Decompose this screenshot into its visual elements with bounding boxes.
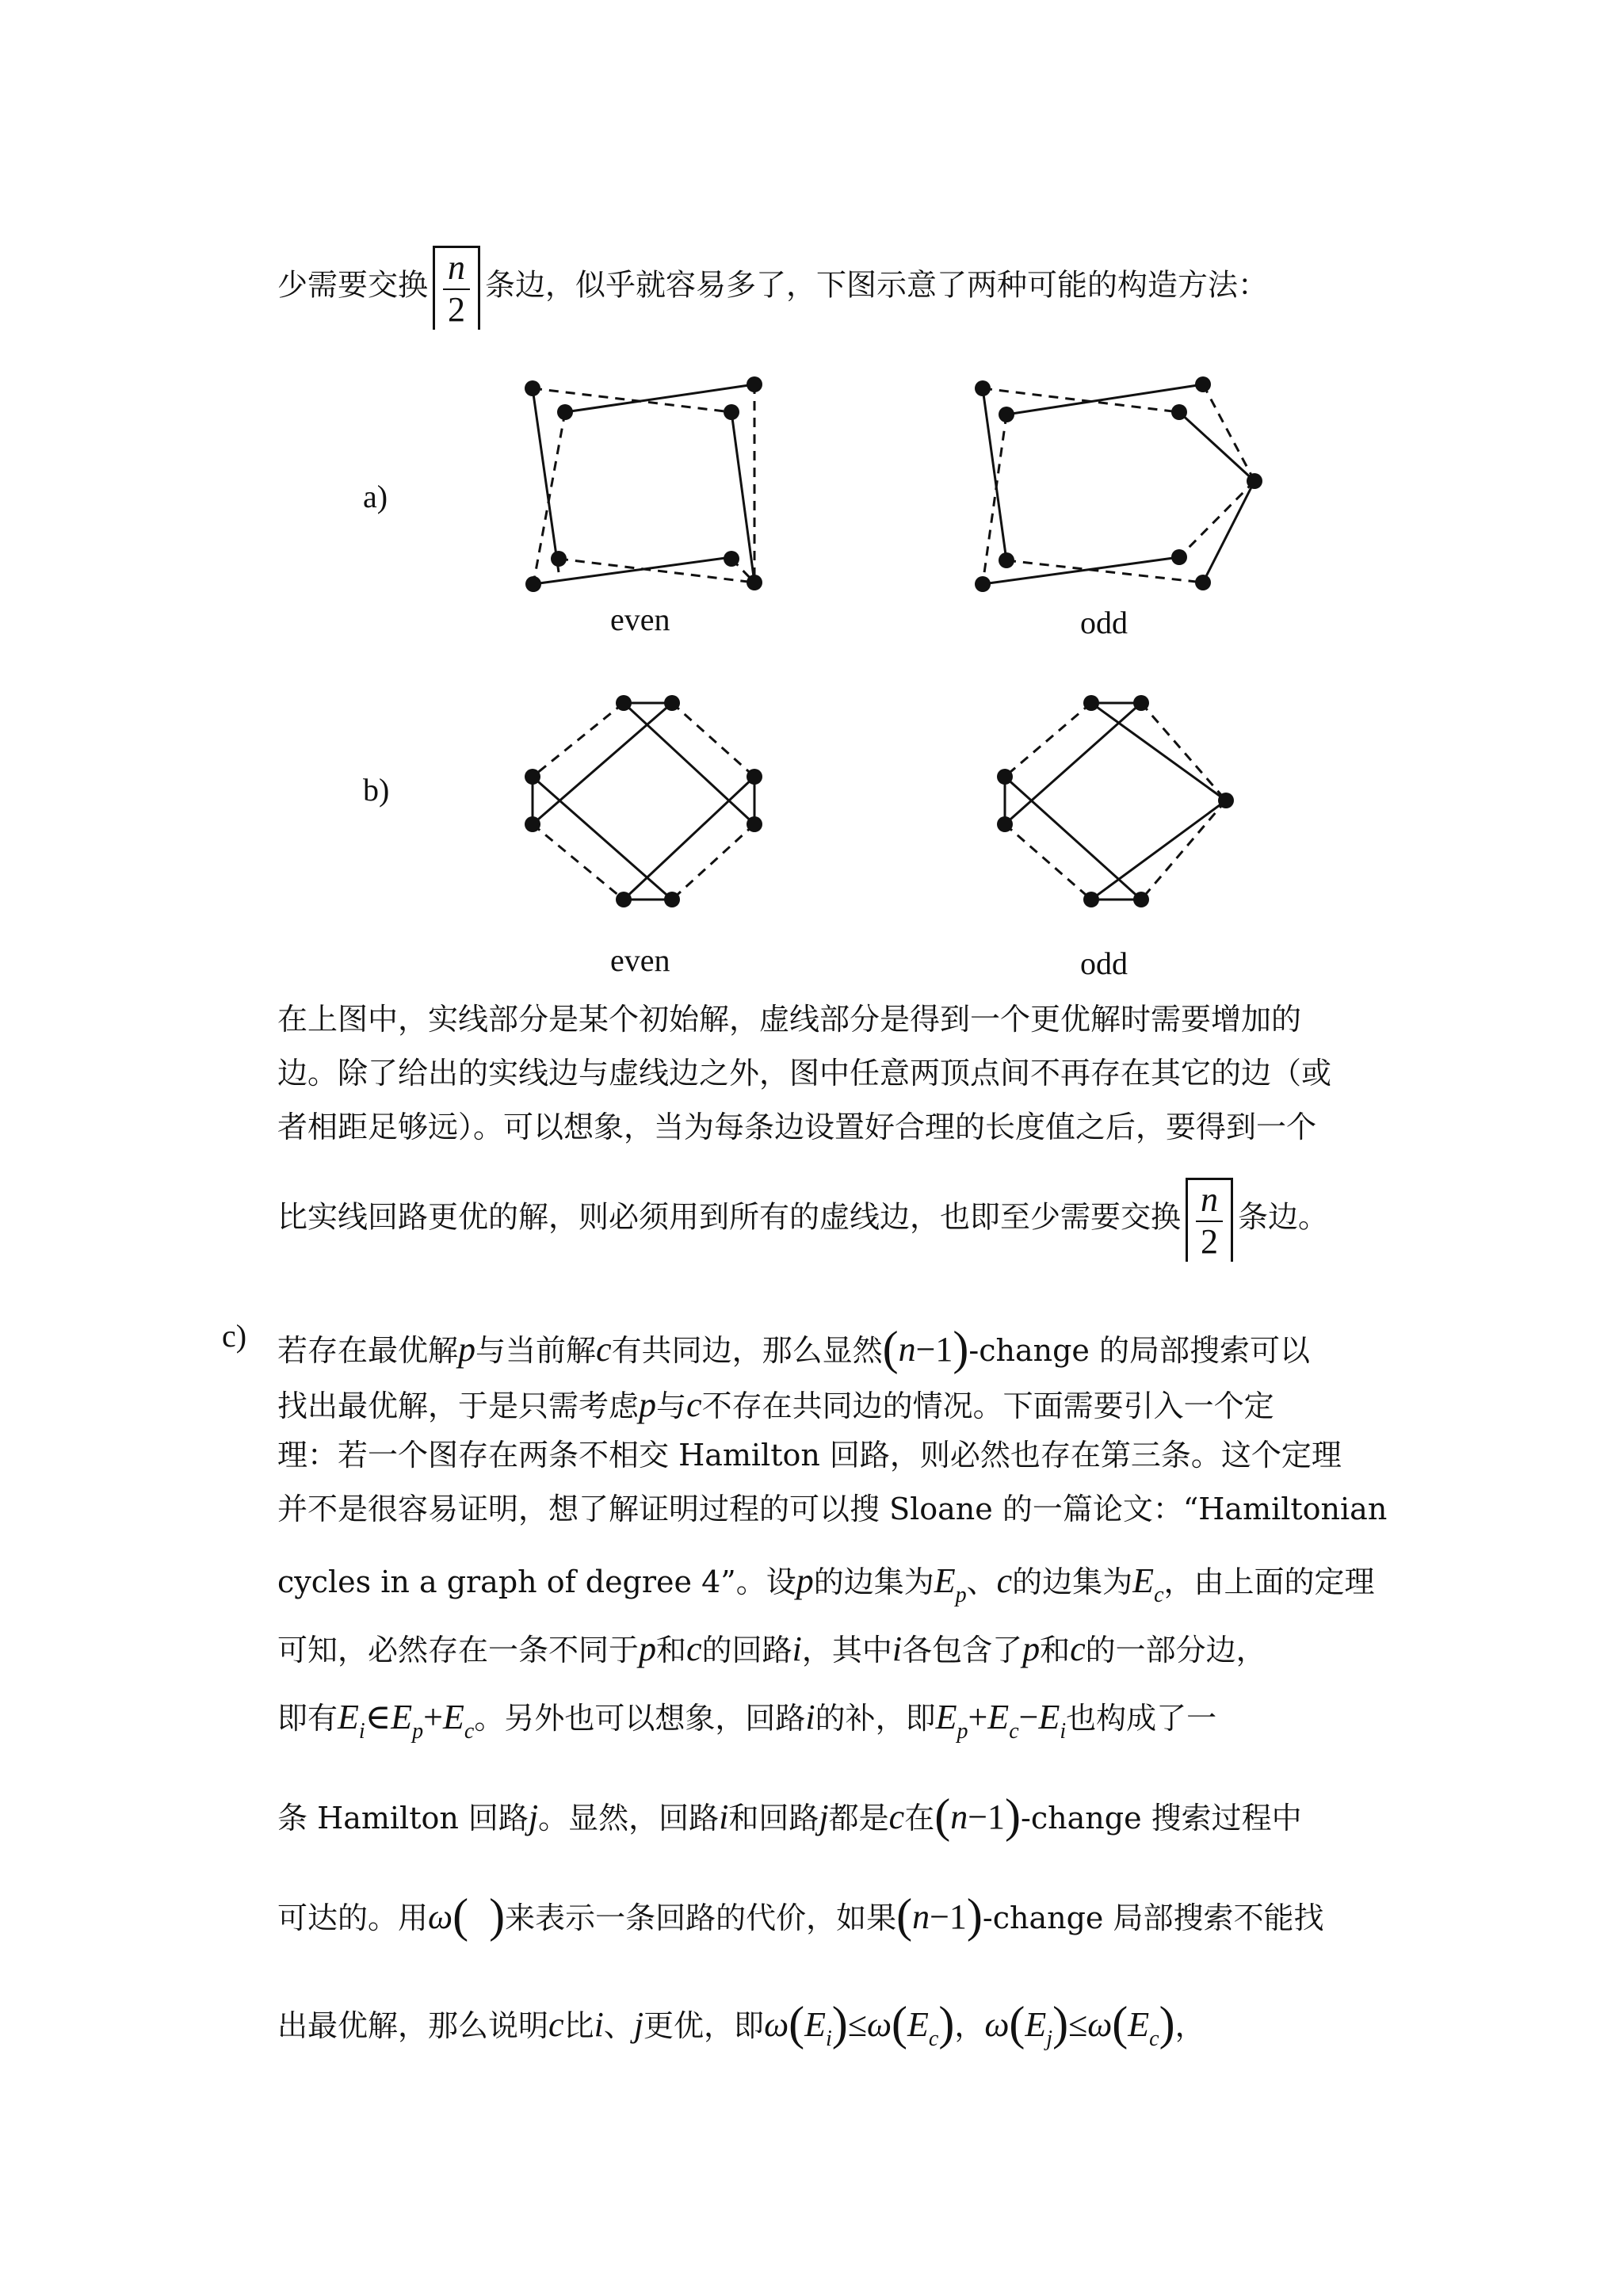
- row-b-label: b): [363, 772, 390, 808]
- edge-solid: [1203, 481, 1254, 583]
- row-b-right-caption: odd: [1080, 946, 1128, 981]
- rparen: ): [489, 1889, 506, 1942]
- symbol-j: j: [819, 1797, 829, 1836]
- lparen: (: [934, 1790, 951, 1842]
- c-text: 可达的。用: [277, 1901, 429, 1935]
- fraction-denominator: 2: [448, 289, 466, 329]
- vertex: [525, 576, 541, 592]
- vertex: [616, 892, 632, 907]
- fraction-numerator: n: [443, 248, 470, 290]
- c-line-3: 理：若一个图存在两条不相交 Hamilton 回路，则必然也存在第三条。这个定理: [277, 1438, 1342, 1473]
- c-text: -change 的局部搜索可以: [968, 1333, 1310, 1368]
- row-b-left-caption: even: [610, 942, 670, 978]
- fraction-numerator: n: [1196, 1180, 1223, 1222]
- vertex: [999, 407, 1014, 422]
- symbol-E: E: [987, 1698, 1010, 1736]
- vertex: [1083, 892, 1099, 907]
- vertex: [747, 816, 762, 832]
- lparen: (: [453, 1889, 469, 1942]
- symbol-p: p: [639, 1385, 657, 1424]
- edge-solid: [1005, 703, 1141, 824]
- explain-line-3: 者相距足够远）。可以想象，当为每条边设置好合理的长度值之后，要得到一个: [277, 1110, 1317, 1144]
- c-line-4: 并不是很容易证明，想了解证明过程的可以搜 Sloane 的一篇论文：“Hamiltonian: [277, 1492, 1388, 1526]
- c-text: 。另外也可以想象，回路: [474, 1701, 806, 1736]
- edge-dashed: [672, 824, 754, 900]
- symbol-E: E: [1038, 1698, 1060, 1736]
- symbol-E: E: [1128, 2005, 1150, 2044]
- symbol-n: n: [912, 1897, 930, 1936]
- symbol-c: c: [686, 1385, 702, 1424]
- symbol-c: c: [548, 2005, 564, 2044]
- figure-a-odd: [983, 384, 1254, 584]
- plus: +: [968, 1698, 988, 1736]
- c-text: 即有: [277, 1701, 338, 1736]
- lparen: (: [896, 1889, 913, 1942]
- edge-solid: [624, 777, 754, 900]
- edge-solid: [1005, 777, 1141, 900]
- vertex: [551, 551, 567, 567]
- rparen: ): [1052, 1997, 1069, 2050]
- symbol-p: p: [1022, 1629, 1041, 1668]
- c-text: 的回路: [701, 1633, 792, 1668]
- edge-dashed: [533, 824, 624, 900]
- hamilton-construction-figure: [0, 0, 1623, 999]
- c-text: ，其中: [801, 1633, 892, 1668]
- c-text: 都是: [828, 1801, 889, 1836]
- symbol-omega: ω: [764, 2005, 789, 2044]
- symbol-E: E: [907, 2005, 929, 2044]
- vertex: [616, 695, 632, 711]
- edge-dashed: [1179, 481, 1254, 557]
- symbol-n: n: [898, 1330, 916, 1369]
- symbol-c: c: [996, 1561, 1013, 1600]
- c-text: 比: [563, 2008, 594, 2043]
- intro-text-after: 条边，似乎就容易多了，下图示意了两种可能的构造方法：: [485, 267, 1269, 303]
- figure-b-even: [533, 703, 754, 900]
- vertex: [999, 552, 1014, 568]
- vertex: [1218, 793, 1234, 808]
- edge-solid: [1091, 800, 1226, 900]
- rparen: ): [831, 1997, 848, 2050]
- intro-text-before: 少需要交换: [277, 267, 429, 303]
- c-text: 可知，必然存在一条不同于: [277, 1633, 640, 1668]
- sub-c: c: [1149, 2027, 1159, 2051]
- sub-i: i: [1060, 1719, 1067, 1744]
- vertex: [664, 892, 680, 907]
- symbol-omega: ω: [984, 2005, 1010, 2044]
- vertex: [1133, 695, 1149, 711]
- sub-c: c: [1009, 1719, 1019, 1744]
- vertex: [1171, 404, 1187, 420]
- sub-p: p: [412, 1719, 424, 1744]
- vertex: [1133, 892, 1149, 907]
- vertex: [557, 404, 573, 420]
- symbol-E: E: [391, 1698, 413, 1736]
- c-line-6: [277, 1626, 1266, 1671]
- edge-solid: [533, 388, 559, 572]
- symbol-i: i: [892, 1629, 903, 1668]
- edge-solid: [624, 703, 754, 824]
- fraction-denominator: 2: [1201, 1221, 1219, 1261]
- minus-one: −1: [915, 1330, 953, 1369]
- less-equal: ≤: [1068, 2005, 1088, 2044]
- symbol-E: E: [442, 1698, 464, 1736]
- vertex: [1171, 549, 1187, 565]
- c-text: 的边集为: [1012, 1564, 1133, 1599]
- symbol-c: c: [888, 1797, 905, 1836]
- c-text: 的边集为: [813, 1564, 934, 1599]
- symbol-omega: ω: [428, 1897, 453, 1936]
- sub-i: i: [358, 1719, 365, 1744]
- symbol-i: i: [792, 1629, 802, 1668]
- c-text: cycles in a graph of degree 4”。设: [277, 1564, 796, 1599]
- symbol-c: c: [686, 1629, 702, 1668]
- lparen: (: [892, 1997, 907, 2050]
- c-text: 和回路: [728, 1801, 819, 1836]
- sub-p: p: [957, 1719, 968, 1744]
- figure-a-odd-vertices: [975, 376, 1262, 592]
- explain-line-4: [277, 1178, 1328, 1262]
- c-text: 在: [904, 1801, 935, 1836]
- c-text: 条 Hamilton 回路: [277, 1801, 529, 1836]
- c-line-9: [277, 1881, 1324, 1943]
- c-text: 有共同边，那么显然: [611, 1333, 883, 1368]
- lparen: (: [1009, 1997, 1025, 2050]
- c-text: 与: [656, 1389, 687, 1423]
- edge-dashed: [672, 703, 754, 777]
- sub-p: p: [955, 1583, 967, 1607]
- symbol-c: c: [1070, 1629, 1086, 1668]
- vertex: [724, 404, 739, 420]
- lparen: (: [1112, 1997, 1128, 2050]
- c-text: 的补，即: [815, 1701, 936, 1736]
- less-equal: ≤: [847, 2005, 867, 2044]
- symbol-i: i: [719, 1797, 729, 1836]
- c-text: 找出最优解，于是只需考虑: [277, 1389, 640, 1423]
- symbol-p: p: [458, 1330, 476, 1369]
- c-text: 也构成了一: [1066, 1701, 1217, 1736]
- figure-b-odd: [1005, 703, 1226, 900]
- vertex: [724, 551, 739, 567]
- c-line-7: [277, 1694, 1217, 1744]
- rparen: ): [938, 1997, 955, 2050]
- c-text: 、: [966, 1564, 997, 1599]
- vertex: [525, 816, 540, 832]
- symbol-E: E: [934, 1561, 956, 1600]
- ceil-n-over-2-second: [1186, 1178, 1233, 1262]
- edge-dashed: [1005, 703, 1091, 777]
- rparen: ): [953, 1322, 969, 1374]
- symbol-i: i: [805, 1698, 815, 1736]
- vertex: [525, 380, 540, 396]
- minus-one: −1: [930, 1897, 967, 1936]
- edge-dashed: [533, 703, 624, 777]
- c-text: ，由上面的定理: [1163, 1564, 1375, 1599]
- sub-c: c: [464, 1719, 475, 1744]
- sub-i: i: [826, 2027, 832, 2051]
- vertex: [525, 769, 540, 785]
- figure-a-even-vertices: [525, 376, 762, 592]
- explain-line-4-after: 条边。: [1238, 1199, 1329, 1235]
- vertex: [1247, 473, 1262, 489]
- symbol-E: E: [804, 2005, 827, 2044]
- c-text: 出最优解，那么说明: [277, 2008, 549, 2043]
- c-text: 若存在最优解: [277, 1333, 459, 1368]
- explain-line-1: 在上图中，实线部分是某个初始解，虚线部分是得到一个更优解时需要增加的: [277, 1002, 1302, 1037]
- symbol-p: p: [639, 1629, 657, 1668]
- rparen: ): [1159, 1997, 1175, 2050]
- vertex: [1195, 575, 1211, 590]
- rparen: ): [1005, 1790, 1022, 1842]
- symbol-p: p: [796, 1561, 814, 1600]
- c-text: ，: [1174, 2008, 1205, 2043]
- vertex: [1195, 376, 1211, 392]
- symbol-n: n: [950, 1797, 968, 1836]
- c-text: 来表示一条回路的代价，如果: [505, 1901, 897, 1935]
- lparen: (: [789, 1997, 805, 2050]
- vertex: [747, 376, 762, 392]
- sub-c: c: [928, 2027, 939, 2051]
- c-text: 的一部分边，: [1085, 1633, 1266, 1668]
- row-a-left-caption: even: [610, 602, 670, 637]
- c-text: 与当前解: [475, 1333, 597, 1368]
- element-of: ∈: [365, 1698, 391, 1736]
- c-line-1: [277, 1314, 1310, 1376]
- explain-line-4-before: 比实线回路更优的解，则必须用到所有的虚线边，也即至少需要交换: [277, 1199, 1182, 1235]
- edge-dashed: [1141, 800, 1226, 900]
- c-text: -change 局部搜索不能找: [982, 1901, 1324, 1935]
- symbol-omega: ω: [1087, 2005, 1113, 2044]
- c-text: 。显然，回路: [538, 1801, 720, 1836]
- vertex: [664, 695, 680, 711]
- edge-dashed: [1203, 384, 1254, 481]
- edge-solid: [1179, 412, 1254, 481]
- c-line-10: [277, 1989, 1205, 2051]
- item-c-label: c): [222, 1318, 247, 1354]
- c-line-2: [277, 1382, 1274, 1427]
- symbol-E: E: [338, 1698, 359, 1736]
- sub-c: c: [1154, 1583, 1164, 1607]
- c-line-5: [277, 1558, 1375, 1607]
- vertex: [747, 769, 762, 785]
- c-text: ，: [954, 2008, 985, 2043]
- vertex: [997, 769, 1013, 785]
- c-text: 和: [656, 1633, 687, 1668]
- symbol-omega: ω: [866, 2005, 892, 2044]
- c-line-8: [277, 1782, 1302, 1843]
- c-text: -change 搜索过程中: [1021, 1801, 1302, 1836]
- c-text: 不存在共同边的情况。下面需要引入一个定: [701, 1389, 1274, 1423]
- row-a-label: a): [363, 479, 388, 514]
- symbol-E: E: [1025, 2005, 1047, 2044]
- symbol-E: E: [1132, 1561, 1155, 1600]
- rparen: ): [966, 1889, 983, 1942]
- c-text: 、: [603, 2008, 634, 2043]
- minus: −: [1018, 1698, 1039, 1736]
- edge-dashed: [1141, 703, 1226, 800]
- c-text: 更优，即: [643, 2008, 765, 2043]
- vertex: [975, 380, 991, 396]
- explain-line-2: 边。除了给出的实线边与虚线边之外，图中任意两顶点间不再存在其它的边（或: [277, 1056, 1332, 1091]
- symbol-j: j: [633, 2005, 644, 2044]
- minus-one: −1: [968, 1797, 1006, 1836]
- edge-dashed: [1006, 560, 1203, 583]
- vertex: [1083, 695, 1099, 711]
- edge-solid: [1091, 703, 1226, 800]
- symbol-i: i: [594, 2005, 604, 2044]
- vertex: [747, 575, 762, 590]
- sub-j: j: [1046, 2027, 1053, 2051]
- symbol-j: j: [528, 1797, 539, 1836]
- symbol-E: E: [935, 1698, 957, 1736]
- c-text: 各包含了: [902, 1633, 1023, 1668]
- edge-dashed: [1005, 824, 1091, 900]
- symbol-c: c: [596, 1330, 612, 1369]
- row-a-right-caption: odd: [1080, 605, 1128, 640]
- vertex: [975, 576, 991, 592]
- vertex: [997, 816, 1013, 832]
- edge-solid: [533, 703, 672, 824]
- plus: +: [423, 1698, 443, 1736]
- lparen: (: [882, 1322, 899, 1374]
- c-text: 和: [1040, 1633, 1071, 1668]
